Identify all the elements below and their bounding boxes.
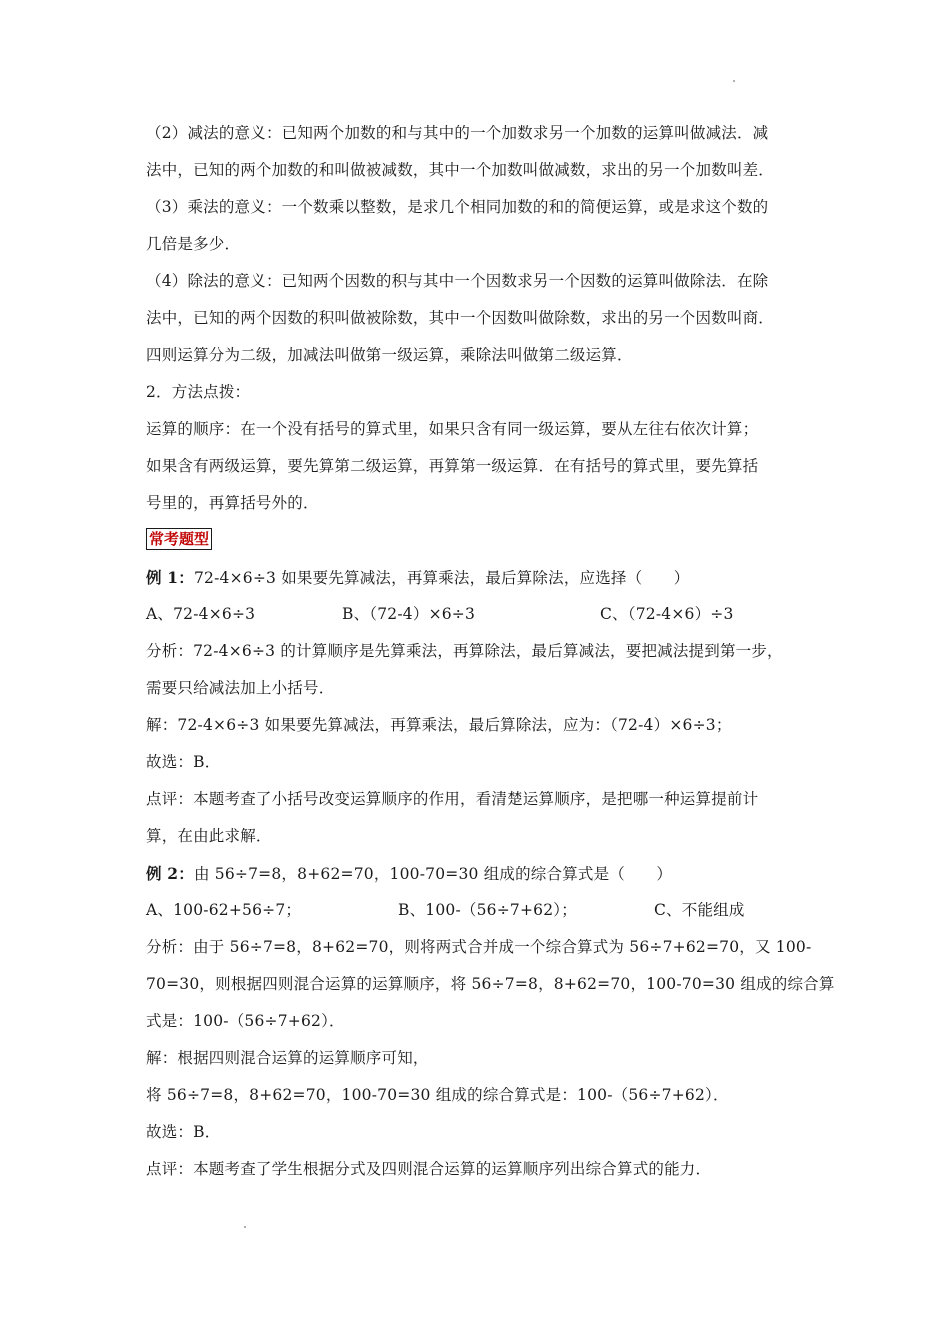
paragraph-line: （2）减法的意义：已知两个加数的和与其中的一个加数求另一个加数的运算叫做减法．减 bbox=[146, 124, 769, 142]
choice-b: B、100-（56÷7+62）； bbox=[398, 901, 577, 919]
section-heading: 常考题型 bbox=[146, 528, 212, 550]
corner-mark-bottom bbox=[244, 1226, 246, 1228]
answer-line: 故选：B． bbox=[146, 1123, 221, 1141]
paragraph-line: 如果含有两级运算，要先算第二级运算，再算第一级运算．在有括号的算式里，要先算括 bbox=[146, 457, 759, 475]
solution-line: 解：根据四则混合运算的运算顺序可知， bbox=[146, 1049, 429, 1067]
example-2-question bbox=[146, 855, 826, 892]
example-1-label: 例 1： bbox=[146, 568, 194, 587]
choice-c: C、（72-4×6）÷3 bbox=[600, 605, 734, 623]
paragraph-line: 号里的，再算括号外的． bbox=[146, 494, 319, 512]
document-body bbox=[146, 115, 835, 1188]
paragraph-line: （4）除法的意义：已知两个因数的积与其中一个因数求另一个因数的运算叫做除法．在除 bbox=[146, 272, 769, 290]
paragraph-line: 几倍是多少． bbox=[146, 235, 241, 253]
example-2-question-text: 由 56÷7=8，8+62=70，100-70=30 组成的综合算式是（ ） bbox=[193, 865, 673, 883]
example-1-choices bbox=[146, 596, 826, 633]
analysis-line: 分析：由于 56÷7=8，8+62=70，则将两式合并成一个综合算式为 56÷7+62=70，又 100- bbox=[146, 938, 812, 956]
section-heading-row bbox=[146, 522, 826, 559]
paragraph-line: 2．方法点拨： bbox=[146, 383, 251, 401]
choice-b: B、（72-4）×6÷3 bbox=[342, 605, 476, 623]
solution-line: 将 56÷7=8，8+62=70，100-70=30 组成的综合算式是：100-（56÷7+62）． bbox=[146, 1086, 729, 1104]
paragraph-line: 法中，已知的两个加数的和叫做被减数，其中一个加数叫做减数，求出的另一个加数叫差． bbox=[146, 161, 775, 179]
paragraph-line: （3）乘法的意义：一个数乘以整数，是求几个相同加数的和的简便运算，或是求这个数的 bbox=[146, 198, 769, 216]
comment-line: 点评：本题考查了学生根据分式及四则混合运算的运算顺序列出综合算式的能力． bbox=[146, 1160, 712, 1178]
example-2-choices bbox=[146, 892, 826, 929]
answer-line: 故选：B． bbox=[146, 753, 221, 771]
paragraph-line: 法中，已知的两个因数的积叫做被除数，其中一个因数叫做除数，求出的另一个因数叫商． bbox=[146, 309, 775, 327]
example-2-label: 例 2： bbox=[146, 864, 194, 883]
example-1-question bbox=[146, 559, 826, 596]
comment-line: 点评：本题考查了小括号改变运算顺序的作用，看清楚运算顺序，是把哪一种运算提前计 bbox=[146, 790, 759, 808]
choice-a: A、100-62+56÷7； bbox=[146, 901, 302, 919]
choice-c: C、不能组成 bbox=[654, 901, 745, 919]
analysis-line: 需要只给减法加上小括号． bbox=[146, 679, 335, 697]
corner-mark-top bbox=[733, 80, 735, 82]
example-1-question-text: 72-4×6÷3 如果要先算减法，再算乘法，最后算除法，应选择（ ） bbox=[193, 569, 690, 587]
analysis-line: 分析：72-4×6÷3 的计算顺序是先算乘法，再算除法，最后算减法，要把减法提到第一步， bbox=[146, 642, 783, 660]
solution-line: 解：72-4×6÷3 如果要先算减法，再算乘法，最后算除法，应为：（72-4）×6÷3； bbox=[146, 716, 732, 734]
paragraph-line: 运算的顺序：在一个没有括号的算式里，如果只含有同一级运算，要从左往右依次计算； bbox=[146, 420, 759, 438]
comment-line: 算，在由此求解． bbox=[146, 827, 272, 845]
paragraph-line: 四则运算分为二级，加减法叫做第一级运算，乘除法叫做第二级运算． bbox=[146, 346, 633, 364]
analysis-line: 式是：100-（56÷7+62）． bbox=[146, 1012, 345, 1030]
choice-a: A、72-4×6÷3 bbox=[146, 605, 256, 623]
analysis-line: 70=30，则根据四则混合运算的运算顺序，将 56÷7=8，8+62=70，100-70=30 组成的综合算 bbox=[146, 975, 835, 993]
